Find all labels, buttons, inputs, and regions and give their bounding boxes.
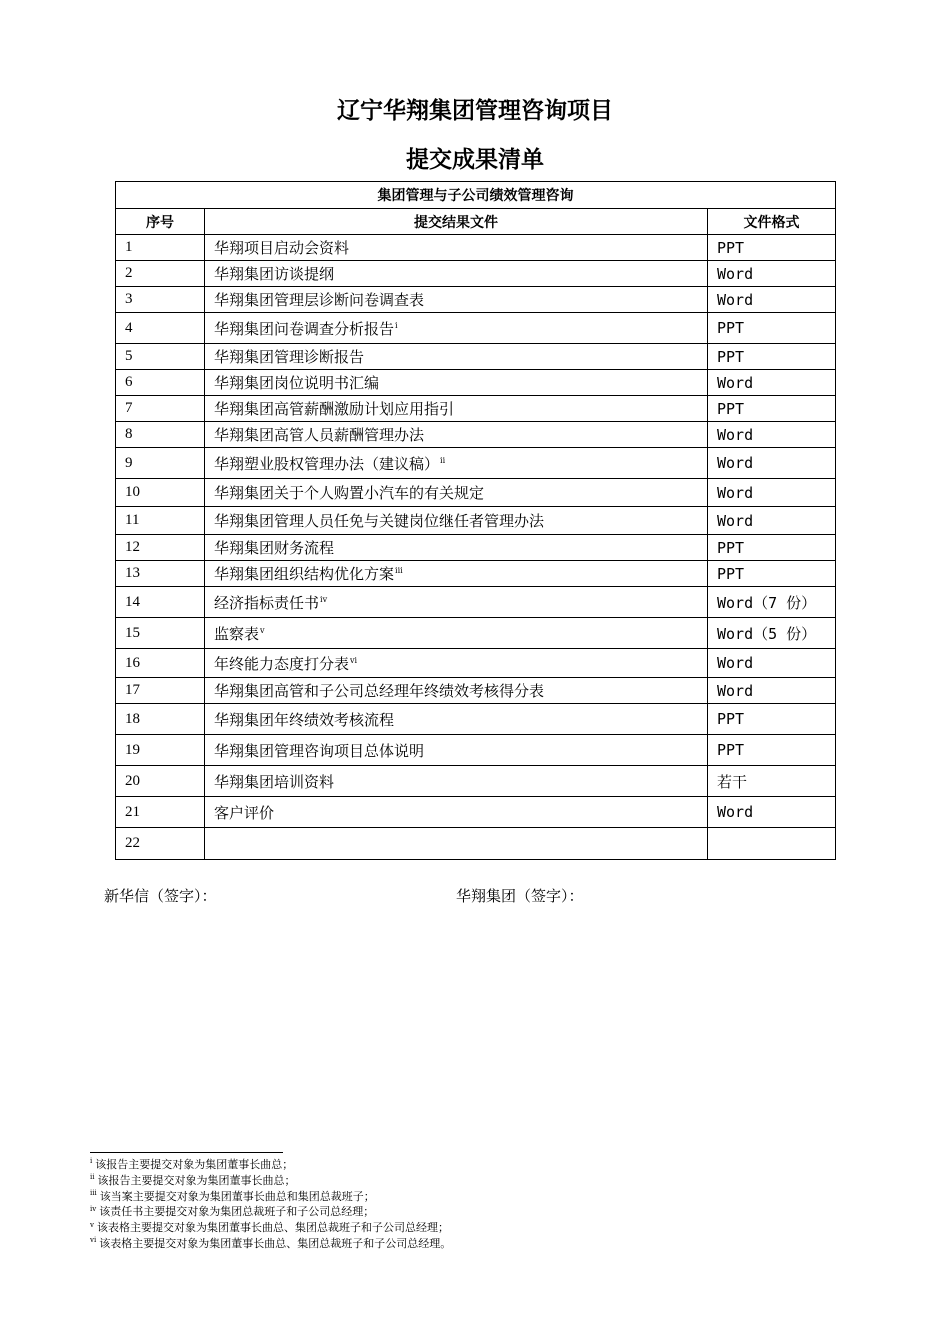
footnote-item	[90, 1236, 451, 1252]
table-row	[116, 704, 836, 735]
table-row	[116, 422, 836, 448]
footnote-ref[interactable]: v	[260, 625, 265, 635]
row-file-name: 华翔集团财务流程	[214, 539, 335, 557]
row-number: 16	[116, 649, 205, 678]
row-file-name-cell	[205, 649, 708, 678]
row-file-name-cell	[205, 535, 708, 561]
table-row	[116, 535, 836, 561]
footnote-divider	[90, 1152, 283, 1153]
row-file-format: Word	[708, 422, 836, 448]
row-number: 18	[116, 704, 205, 735]
table-section-title: 集团管理与子公司绩效管理咨询	[116, 182, 836, 209]
table-row	[116, 587, 836, 618]
footnote-text: 该责任书主要提交对象为集团总裁班子和子公司总经理；	[99, 1205, 375, 1219]
footnote-text: 该表格主要提交对象为集团董事长曲总、集团总裁班子和子公司总经理；	[96, 1221, 449, 1235]
row-number: 11	[116, 507, 205, 535]
row-file-format: Word（5 份）	[708, 618, 836, 649]
row-file-name-cell	[205, 479, 708, 507]
row-number: 17	[116, 678, 205, 704]
row-file-name: 华翔集团年终绩效考核流程	[214, 710, 395, 729]
row-file-name: 华翔集团高管人员薪酬管理办法	[214, 426, 425, 444]
row-file-name-cell	[205, 678, 708, 704]
footnote-text: 该报告主要提交对象为集团董事长曲总；	[97, 1173, 296, 1187]
row-file-name: 华翔集团组织结构优化方案	[214, 565, 395, 583]
row-file-format: PPT	[708, 535, 836, 561]
footnote-ref[interactable]: ii	[440, 455, 446, 465]
row-number: 5	[116, 344, 205, 370]
row-file-format: Word	[708, 649, 836, 678]
table-section-row	[116, 182, 836, 209]
row-file-format: PPT	[708, 235, 836, 261]
table-row	[116, 261, 836, 287]
row-file-name: 华翔项目启动会资料	[214, 239, 350, 257]
row-file-name-cell	[205, 507, 708, 535]
row-file-name-cell	[205, 735, 708, 766]
row-file-format: Word	[708, 448, 836, 479]
row-number: 8	[116, 422, 205, 448]
row-file-format: PPT	[708, 313, 836, 344]
footnote-mark: i	[90, 1157, 93, 1166]
row-file-name-cell	[205, 704, 708, 735]
row-file-name-cell	[205, 344, 708, 370]
footnote-item	[90, 1204, 451, 1220]
row-file-name-cell	[205, 766, 708, 797]
row-file-format: Word（7 份）	[708, 587, 836, 618]
table-header-row	[116, 209, 836, 235]
table-row	[116, 561, 836, 587]
row-file-format: Word	[708, 507, 836, 535]
table-row	[116, 370, 836, 396]
footnote-ref[interactable]: i	[395, 320, 398, 330]
row-number: 12	[116, 535, 205, 561]
row-number: 22	[116, 828, 205, 860]
table-row	[116, 618, 836, 649]
header-file: 提交结果文件	[205, 209, 708, 235]
row-number: 9	[116, 448, 205, 479]
table-row	[116, 649, 836, 678]
row-file-format: Word	[708, 678, 836, 704]
signature-huaxiang: 华翔集团（签字）：	[456, 887, 584, 905]
row-file-format: Word	[708, 261, 836, 287]
signature-xinhuaxin: 新华信（签字）：	[104, 887, 217, 905]
table-row	[116, 235, 836, 261]
row-file-format	[708, 828, 836, 860]
row-file-name: 华翔集团高管和子公司总经理年终绩效考核得分表	[214, 682, 545, 700]
row-file-name: 华翔集团培训资料	[214, 772, 335, 791]
table-row	[116, 479, 836, 507]
table-row	[116, 396, 836, 422]
row-file-name: 华翔集团管理咨询项目总体说明	[214, 741, 425, 760]
footnote-mark: iv	[90, 1204, 97, 1213]
row-file-format: PPT	[708, 344, 836, 370]
table-row	[116, 797, 836, 828]
footnote-mark: iii	[90, 1188, 97, 1197]
row-number: 19	[116, 735, 205, 766]
row-file-name-cell	[205, 561, 708, 587]
row-file-name-cell	[205, 422, 708, 448]
table-row	[116, 766, 836, 797]
row-file-format: Word	[708, 370, 836, 396]
footnote-text: 该表格主要提交对象为集团董事长曲总、集团总裁班子和子公司总经理。	[99, 1236, 452, 1250]
row-file-name: 年终能力态度打分表	[214, 654, 350, 673]
row-file-name: 华翔集团管理人员任免与关键岗位继任者管理办法	[214, 512, 545, 530]
footnote-mark: vi	[90, 1236, 97, 1245]
row-number: 10	[116, 479, 205, 507]
row-number: 3	[116, 287, 205, 313]
row-file-format: 若干	[708, 766, 836, 797]
row-number: 13	[116, 561, 205, 587]
row-file-name-cell	[205, 261, 708, 287]
row-file-name-cell	[205, 448, 708, 479]
row-file-name-cell	[205, 618, 708, 649]
row-file-format: Word	[708, 287, 836, 313]
row-file-name-cell	[205, 797, 708, 828]
row-file-name: 华翔集团管理诊断报告	[214, 348, 365, 366]
footnote-ref[interactable]: iii	[395, 566, 403, 575]
table-row	[116, 287, 836, 313]
deliverables-table	[115, 181, 836, 860]
row-file-format: PPT	[708, 396, 836, 422]
row-file-format: PPT	[708, 561, 836, 587]
row-file-name: 华翔集团高管薪酬激励计划应用指引	[214, 400, 455, 418]
footnote-item	[90, 1220, 451, 1236]
footnote-text: 该报告主要提交对象为集团董事长曲总；	[95, 1158, 294, 1171]
row-file-name: 华翔集团问卷调查分析报告	[214, 319, 395, 338]
row-file-name: 客户评价	[214, 803, 275, 822]
row-file-name-cell	[205, 370, 708, 396]
row-file-name: 经济指标责任书	[214, 593, 320, 612]
footnotes	[90, 1157, 451, 1252]
row-file-name: 华翔塑业股权管理办法（建议稿）	[214, 454, 440, 473]
table-row	[116, 344, 836, 370]
row-file-name: 华翔集团访谈提纲	[214, 265, 335, 283]
row-number: 20	[116, 766, 205, 797]
footnote-item	[90, 1189, 451, 1205]
footnote-ref[interactable]: vi	[350, 655, 358, 665]
row-number: 1	[116, 235, 205, 261]
page-subtitle: 提交成果清单	[406, 147, 544, 173]
row-file-name: 监察表	[214, 624, 260, 643]
row-file-name: 华翔集团管理层诊断问卷调查表	[214, 291, 425, 309]
row-file-format: Word	[708, 479, 836, 507]
table-row	[116, 313, 836, 344]
table-row	[116, 448, 836, 479]
table-row	[116, 507, 836, 535]
row-file-name-cell	[205, 828, 708, 860]
row-file-name-cell	[205, 287, 708, 313]
row-number: 7	[116, 396, 205, 422]
row-file-name-cell	[205, 235, 708, 261]
row-file-format: PPT	[708, 704, 836, 735]
footnote-item	[90, 1157, 451, 1173]
row-file-name: 华翔集团岗位说明书汇编	[214, 374, 380, 392]
table-row	[116, 678, 836, 704]
footnote-text: 该当案主要提交对象为集团董事长曲总和集团总裁班子；	[99, 1189, 375, 1203]
row-file-name-cell	[205, 396, 708, 422]
page-title: 辽宁华翔集团管理咨询项目	[337, 98, 613, 124]
row-number: 15	[116, 618, 205, 649]
row-number: 2	[116, 261, 205, 287]
footnote-mark: v	[90, 1220, 94, 1229]
header-number: 序号	[116, 209, 205, 235]
row-file-format: Word	[708, 797, 836, 828]
table-row	[116, 735, 836, 766]
row-file-name-cell	[205, 313, 708, 344]
row-number: 21	[116, 797, 205, 828]
row-file-name: 华翔集团关于个人购置小汽车的有关规定	[214, 484, 485, 502]
row-number: 4	[116, 313, 205, 344]
footnote-mark: ii	[90, 1173, 95, 1182]
footnote-ref[interactable]: iv	[320, 594, 328, 604]
footnote-item	[90, 1173, 451, 1189]
row-number: 6	[116, 370, 205, 396]
header-format: 文件格式	[708, 209, 836, 235]
row-number: 14	[116, 587, 205, 618]
row-file-name-cell	[205, 587, 708, 618]
row-file-format: PPT	[708, 735, 836, 766]
table-row	[116, 828, 836, 860]
